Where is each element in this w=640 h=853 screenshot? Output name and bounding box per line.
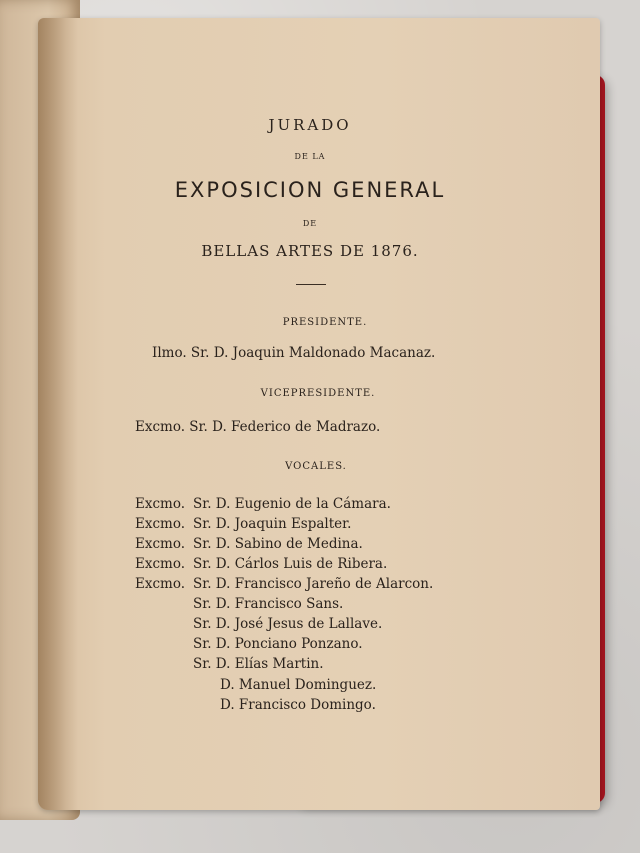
member-name: Sr. D. Cárlos Luis de Ribera. <box>193 556 388 572</box>
presidente-title: PRESIDENTE. <box>282 317 368 328</box>
page-gutter-shadow <box>38 18 78 810</box>
member-name: Sr. D. Francisco Sans. <box>193 596 344 612</box>
member-name: Sr. D. Sabino de Medina. <box>193 536 363 552</box>
list-item <box>135 576 433 592</box>
list-item <box>135 516 351 532</box>
list-item <box>135 616 382 632</box>
list-item <box>135 556 387 572</box>
presidente-name: Ilmo. Sr. D. Joaquin Maldonado Macanaz. <box>152 345 436 361</box>
member-honor: Excmo. <box>135 536 186 552</box>
list-item <box>135 656 324 672</box>
vicepresidente-title: VICEPRESIDENTE. <box>260 388 376 399</box>
member-name: D. Francisco Domingo. <box>220 697 376 713</box>
member-honor: Excmo. <box>135 496 186 512</box>
heading-de-la: DE LA <box>294 152 326 161</box>
member-honor: Excmo. <box>135 516 186 532</box>
heading-de: DE <box>302 219 318 228</box>
list-item <box>135 496 391 512</box>
member-name: D. Manuel Dominguez. <box>220 677 377 693</box>
member-name: Sr. D. Eugenio de la Cámara. <box>193 496 391 512</box>
vicepresidente-name: Excmo. Sr. D. Federico de Madrazo. <box>135 419 381 435</box>
member-name: Sr. D. Ponciano Ponzano. <box>193 636 363 652</box>
heading-exposicion-general: EXPOSICION GENERAL <box>174 178 446 202</box>
member-name: Sr. D. Elías Martin. <box>193 656 324 672</box>
list-item <box>135 536 363 552</box>
divider-rule <box>296 284 326 285</box>
member-honor: Excmo. <box>135 556 186 572</box>
member-name: Sr. D. José Jesus de Lallave. <box>193 616 383 632</box>
list-item <box>162 697 376 713</box>
member-name: Sr. D. Francisco Jareño de Alarcon. <box>193 576 434 592</box>
list-item <box>135 596 343 612</box>
vocales-title: VOCALES. <box>285 461 347 472</box>
member-name: Sr. D. Joaquin Espalter. <box>193 516 352 532</box>
heading-bellas-artes: BELLAS ARTES DE 1876. <box>201 242 419 260</box>
heading-jurado: JURADO <box>268 116 352 134</box>
list-item <box>162 677 376 693</box>
member-honor: Excmo. <box>135 576 186 592</box>
list-item <box>135 636 363 652</box>
